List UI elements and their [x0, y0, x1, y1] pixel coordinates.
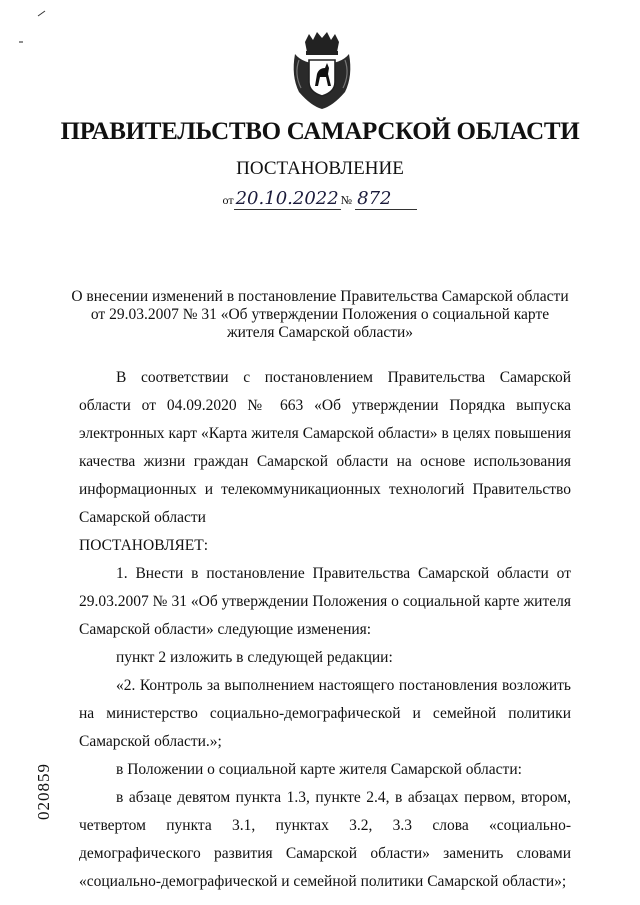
date-prefix: от	[222, 193, 234, 207]
point-2-intro: пункт 2 изложить в следующей редакции:	[116, 649, 393, 666]
document-subject: О внесении изменений в постановление Правительства Самарской области от 29.03.2007 № 31 «Об утверждении Положения о социальной карте жителя Самарской области»	[71, 288, 569, 341]
date-number-line	[0, 188, 640, 209]
regulation-intro: в Положении о социальной карте жителя Самарской области:	[116, 761, 522, 778]
samara-coat-of-arms-icon	[291, 30, 353, 110]
document-type: ПОСТАНОВЛЕНИЕ	[236, 158, 404, 179]
point-2-text: «2. Контроль за выполнением настоящего постановления возложить на министерство социально-демографической и семейной политики Самарской области.»;	[79, 677, 571, 750]
handwritten-number: 872	[355, 188, 417, 210]
item-1-paragraph: 1. Внести в постановление Правительства Самарской области от 29.03.2007 № 31 «Об утверждении Положения о социальной карте жителя Самарской области» следующие изменения:	[79, 565, 571, 638]
ink-speck-icon	[37, 10, 46, 17]
document-body	[79, 364, 571, 896]
side-registration-code: 020859	[34, 763, 53, 820]
preamble-paragraph: В соответствии с постановлением Правительства Самарской области от 04.09.2020 № 663 «Об утверждении Порядка выпуска электронных карт «Карта жителя Самарской области» в целях повышения качества жизни граждан Самарской области на основе использования информационных и телекоммуникационных технологий Правительство Самарской области	[79, 369, 571, 526]
decree-word: ПОСТАНОВЛЯЕТ:	[79, 537, 209, 554]
regulation-change: в абзаце девятом пункта 1.3, пункте 2.4, в абзацах первом, втором, четвертом пункта 3.1, пунктах 3.2, 3.3 слова «социально-демографического развития Самарской области» заменить словами «социально-демографической и семейной политики Самарской области»;	[79, 789, 571, 890]
government-title: ПРАВИТЕЛЬСТВО САМАРСКОЙ ОБЛАСТИ	[60, 118, 580, 145]
handwritten-date: 20.10.2022	[235, 188, 339, 209]
ink-speck-icon	[18, 40, 24, 44]
number-prefix: №	[340, 193, 353, 207]
